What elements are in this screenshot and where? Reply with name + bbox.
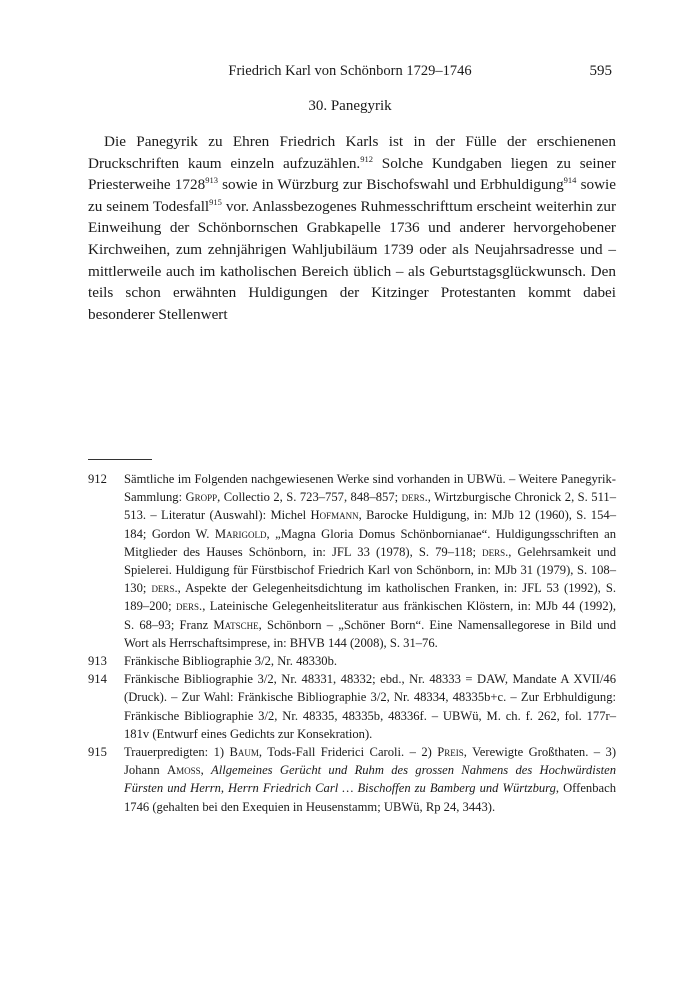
section-heading: 30. Panegyrik — [308, 98, 392, 114]
footnote-text: Fränkische Bibliographie 3/2, Nr. 48331, 48332; ebd., Nr. 48333 = DAW, Mandate A XVII/46 (Druck). – Zur Wahl: Fränkische Bibliographie 3/2, Nr. 48334, 48335b+c. – Zur Erbhuldigung: Fränkische Bibliographie 3/2, Nr. 48335, 48335b, 48336f. – UBWü, M. ch. f. 262, fol. 177r–181v (Entwurf eines Gedichts zur Konsekration). — [124, 672, 616, 741]
author-name: Preis — [437, 745, 464, 760]
body-paragraph — [88, 131, 616, 325]
footnote-text: , — [200, 763, 212, 778]
footnote-text: , Schönborn – „Schöner Born“. Eine Namensallegorese in Bild und Wort als Herrschaftsimprese, in: BHVB 144 (2008), S. 31–76. — [124, 617, 616, 650]
footnote-text: Sämtliche im Folgenden nachgewiesenen Werke sind vorhanden in UBWü. – Weitere Panegyrik-Sammlung: — [124, 472, 616, 505]
footnote-text: , Offenbach 1746 (gehalten bei den Exequien in Heusenstamm; UBWü, Rp 24, 3443). — [124, 781, 617, 814]
footnote-text: , Aspekte der Gelegenheitsdichtung im katholischen Franken, in: JFL 53 (1992), S. 189–200; — [124, 581, 616, 614]
italic-title: Allgemeines Gerücht und Ruhm des grossen Nahmens des Hochwürdisten Fürsten und Herrn, Herrn Friedrich Carl … Bischoffen zu Bamberg und Würtzburg — [124, 763, 617, 796]
body-text-segment: sowie in Würzburg zur Bischofswahl und Erbhuldigung — [217, 176, 564, 194]
footnote-number: 912 — [88, 472, 107, 486]
footnote-text: Fränkische Bibliographie 3/2, Nr. 48330b. — [124, 654, 338, 669]
body-text-segment: vor. Anlassbezogenes Ruhmesschrifttum erscheint weiterhin zur Einweihung der Schönbornschen Grabkapelle 1736 und anderer hervorgehobener Kirchweihen, zum zehnjährigen Wahljubiläum 1739 oder als Neujahrsadresse und – mittlerweile auch im katholischen Bereich üblich – als Geburtstagsglückwunsch. Den teils schon erwähnten Huldigungen der Kitzinger Protestanten kommt dabei besonderer Stellenwert — [88, 197, 617, 323]
body-text-segment: Solche Kundgaben liegen zu seiner Priesterweihe 1728 — [88, 154, 616, 194]
author-name: Baum — [229, 745, 259, 760]
author-name: ders. — [401, 490, 428, 505]
author-name: ders. — [176, 599, 203, 614]
author-name: ders. — [482, 544, 509, 559]
author-name: Marigold — [214, 526, 267, 541]
footnote-text: , „Magna Gloria Domus Schönbornianae“. Huldigungsschriften an Mitglieder des Hauses Schönborn, in: JFL 33 (1978), S. 79–118; — [124, 526, 616, 559]
author-name: ders. — [151, 581, 178, 596]
body-text-segment: Die Panegyrik zu Ehren Friedrich Karls ist in der Fülle der erschienenen Druckschriften kaum einzeln aufzuzählen. — [88, 133, 616, 172]
body-text — [88, 131, 616, 325]
footnote-text: , Barocke Huldigung, in: MJb 12 (1960), S. 154–184; Gordon W. — [124, 508, 616, 541]
footnote-ref-913[interactable]: 913 — [205, 175, 218, 186]
footnote-text: Trauerpredigten: 1) — [124, 745, 230, 760]
footnote-separator — [88, 459, 152, 460]
footnote-text: , Wirtzburgische Chronick 2, S. 511–513. – Literatur (Auswahl): Michel — [124, 490, 616, 523]
footnote-ref-914[interactable]: 914 — [563, 175, 577, 186]
footnote-ref-915[interactable]: 915 — [209, 196, 222, 207]
footnote-text: , Collectio 2, S. 723–757, 848–857; — [217, 490, 402, 505]
page-number: 595 — [589, 63, 612, 79]
footnote-text: , Gelehrsamkeit und Spielerei. Huldigung für Fürstbischof Friedrich Karl von Schönborn, in: MJb 31 (1979), S. 108–130; — [124, 544, 616, 596]
footnote-number: 913 — [88, 654, 107, 669]
footnote-915 — [88, 743, 616, 816]
author-name: Hofmann — [310, 508, 359, 523]
footnote-text: , Tods-Fall Friderici Caroli. – 2) — [258, 745, 438, 760]
footnote-913 — [88, 652, 616, 670]
footnote-number: 914 — [88, 672, 107, 687]
running-title: Friedrich Karl von Schönborn 1729–1746 — [228, 63, 472, 79]
footnote-912 — [88, 470, 616, 652]
footnote-ref-912[interactable]: 912 — [360, 153, 373, 164]
footnote-text: , Lateinische Gelegenheitsliteratur aus fränkischen Klöstern, in: MJb 44 (1992), S. 68–93; Franz — [124, 599, 616, 632]
author-name: Gropp — [185, 490, 218, 505]
author-name: Amoss — [166, 763, 201, 778]
footnote-number: 915 — [88, 745, 107, 760]
footnote-text: , Verewigte Großthaten. – 3) Johann — [124, 745, 617, 778]
footnote-914 — [88, 670, 616, 743]
author-name: Matsche — [213, 617, 259, 632]
body-text-segment: sowie zu seinem Todesfall — [88, 176, 617, 215]
footnotes — [88, 470, 616, 816]
